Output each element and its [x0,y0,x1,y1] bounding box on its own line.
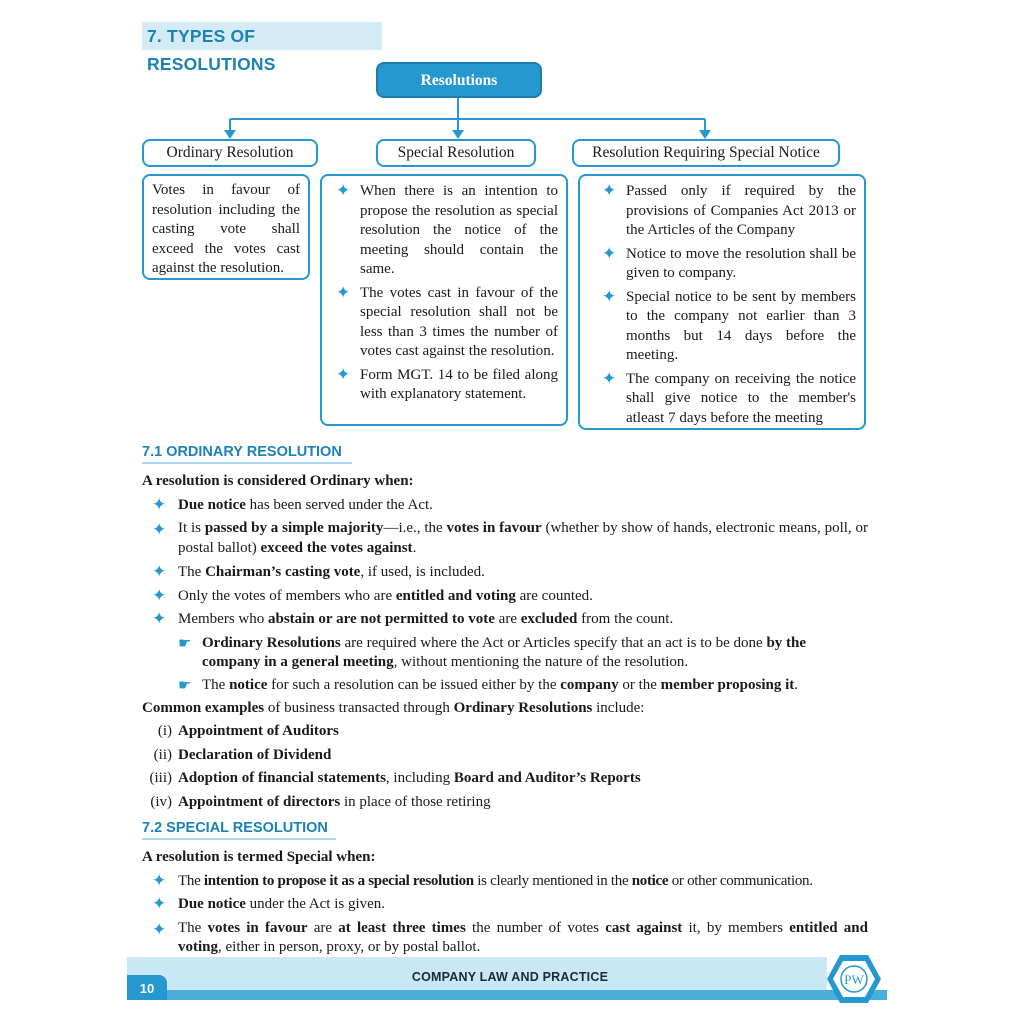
ordinary-section [142,470,868,814]
four-point-star-icon: ✦ [602,181,617,201]
special-box [320,174,568,426]
four-point-star-icon: ✦ [152,609,167,629]
ordinary-bullet: ✦ It is passed by a simple majority—i.e., the votes in favour (whether by show of hands, electronic means, poll, or postal ballot) exceed the votes against. [152,520,868,556]
four-point-star-icon: ✦ [152,520,167,540]
example-item: (i) Appointment of Auditors [157,723,339,739]
special-notice-box [578,174,866,430]
special-notice-point: ✦ Passed only if required by the provisions of Companies Act 2013 or the Articles of the Company [602,181,856,238]
special-bullet: ✦ Due notice under the Act is given. [152,894,386,914]
ordinary-bullet: ✦ Only the votes of members who are entitled and voting are counted. [152,585,593,606]
special-notice-point: ✦ The company on receiving the notice shall give notice to the member's atleast 7 days before the meeting [602,368,856,426]
ordinary-box [142,174,310,280]
example-item: (ii) Declaration of Dividend [153,746,332,763]
four-point-star-icon: ✦ [152,562,167,582]
special-bullet: ✦ The intention to propose it as a special resolution is clearly mentioned in the notice or other communication. [152,870,813,891]
four-point-star-icon: ✦ [602,286,617,307]
four-point-star-icon: ✦ [336,181,351,201]
ordinary-bullet: ✦ The Chairman’s casting vote, if used, is included. [152,562,485,582]
page-number: 10 [127,975,167,1000]
four-point-star-icon: ✦ [152,494,167,515]
special-box-point: ✦ When there is an intention to propose the resolution as special resolution the notice of the meeting should contain the same. [336,181,558,277]
special-notice-point: ✦ Notice to move the resolution shall be given to company. [602,243,856,281]
branch-title-special: Special Resolution [376,139,536,167]
special-notice-point: ✦ Special notice to be sent by members to the company not earlier than 3 months but 14 days before the meeting. [602,286,856,363]
footer-strip [127,990,887,1000]
ordinary-intro: A resolution is considered Ordinary when: [142,473,414,489]
special-section [142,846,868,958]
ordinary-heading: 7.1 ORDINARY RESOLUTION [142,444,352,464]
four-point-star-icon: ✦ [152,894,167,914]
svg-text:PW: PW [844,972,864,987]
ordinary-note: ☛ The notice for such a resolution can be issued either by the company or the member proposing it. [178,675,799,694]
four-point-star-icon: ✦ [152,919,167,940]
section-title: 7. TYPES OF RESOLUTIONS [142,22,382,50]
example-item: (iv) Appointment of directors in place of those retiring [150,793,491,810]
branch-title-ordinary: Ordinary Resolution [142,139,318,167]
four-point-star-icon: ✦ [602,243,617,264]
example-item: (iii) Adoption of financial statements, including Board and Auditor’s Reports [149,770,641,786]
pointing-hand-icon: ☛ [178,675,192,694]
special-box-point: ✦ The votes cast in favour of the special resolution shall not be less than 3 times the number of votes cast against the resolution. [336,282,558,359]
ordinary-note: ☛ Ordinary Resolutions are required where the Act or Articles specify that an act is to be done by the company in a general meeting, without mentioning the nature of the resolution. [178,633,807,670]
branch-title-special-notice: Resolution Requiring Special Notice [572,139,840,167]
pointing-hand-icon: ☛ [178,633,192,652]
special-bullet: ✦ The votes in favour are at least three times the number of votes cast against it, by members entitled and voting, either in person, proxy, or by postal ballot. [152,919,868,955]
footer-title: COMPANY LAW AND PRACTICE [411,970,609,984]
ordinary-bullet: ✦ Members who abstain or are not permitted to vote are excluded from the count. [152,609,674,629]
ordinary-box-text: Votes in favour of resolution including the casting vote shall exceed the votes cast against the resolution. [152,182,300,276]
four-point-star-icon: ✦ [336,282,351,303]
examples-intro: Common examples of business transacted through Ordinary Resolutions include: [142,699,645,716]
diagram-root-resolutions: Resolutions [376,62,542,98]
pw-logo [826,953,882,1005]
four-point-star-icon: ✦ [152,870,166,891]
special-intro: A resolution is termed Special when: [142,849,376,865]
resolutions-diagram [0,0,1024,440]
ordinary-bullet: ✦ Due notice has been served under the Act. [152,494,433,515]
four-point-star-icon: ✦ [152,585,167,606]
four-point-star-icon: ✦ [336,364,351,385]
special-heading: 7.2 SPECIAL RESOLUTION [142,820,336,840]
four-point-star-icon: ✦ [602,368,617,389]
special-box-point: ✦ Form MGT. 14 to be filed along with explanatory statement. [336,364,558,402]
